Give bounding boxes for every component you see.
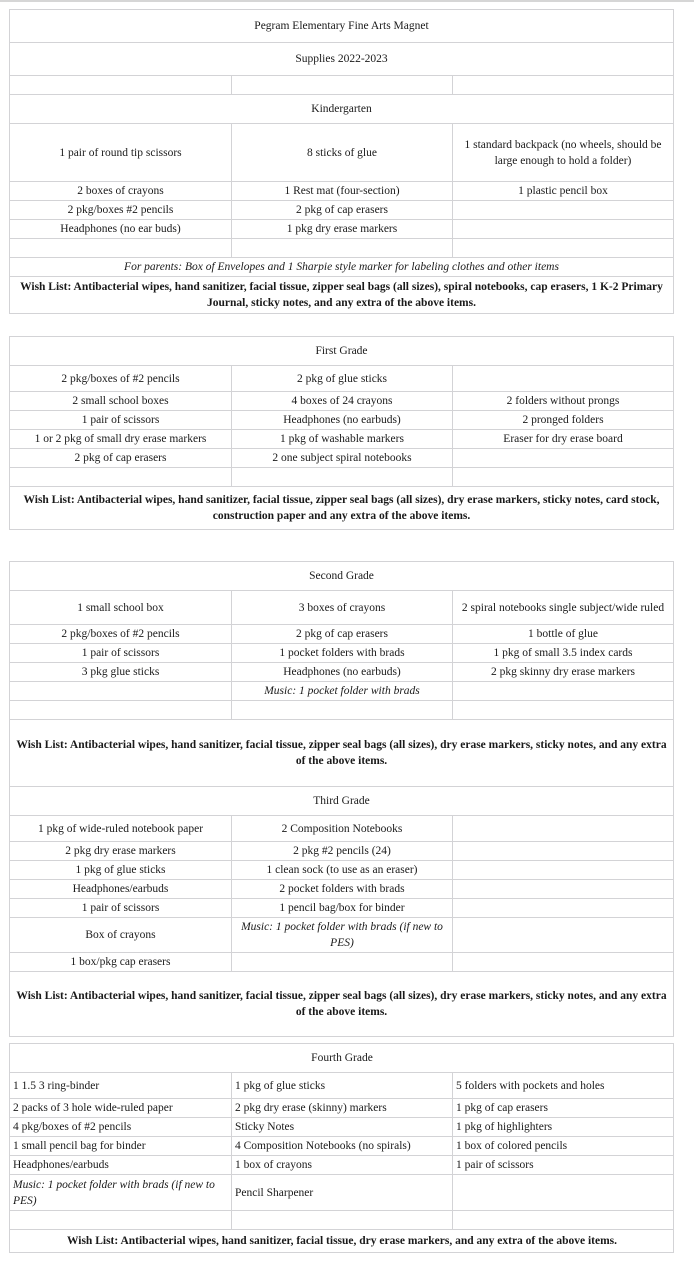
blank-cell xyxy=(232,701,453,720)
wish-list-first-grade: Wish List: Antibacterial wipes, hand sanitizer, facial tissue, zipper seal bags (all sizes), dry erase markers, sticky notes, card stock, construction paper and any extra of the above items. xyxy=(10,487,674,530)
supply-item: 1 pocket folders with brads xyxy=(232,644,453,663)
supply-item xyxy=(453,366,674,392)
blank-cell xyxy=(453,76,674,95)
supply-item xyxy=(453,816,674,842)
supply-item: 2 pkg of glue sticks xyxy=(232,366,453,392)
supply-item: 1 box/pkg cap erasers xyxy=(10,953,232,972)
supply-item: 2 spiral notebooks single subject/wide ruled xyxy=(453,591,674,625)
supply-item: 2 pkg/boxes of #2 pencils xyxy=(10,625,232,644)
grade-heading-kindergarten: Kindergarten xyxy=(10,95,674,124)
wish-list-third-grade: Wish List: Antibacterial wipes, hand sanitizer, facial tissue, zipper seal bags (all sizes), dry erase markers, sticky notes, and any extra of the above items. xyxy=(10,972,674,1037)
supply-item: 4 boxes of 24 crayons xyxy=(232,392,453,411)
supply-item: 1 pair of scissors xyxy=(10,644,232,663)
grade-heading-third: Third Grade xyxy=(10,787,674,816)
supply-item: 1 pencil bag/box for binder xyxy=(232,899,453,918)
supply-item: 1 standard backpack (no wheels, should be large enough to hold a folder) xyxy=(453,124,674,182)
grade-heading-first: First Grade xyxy=(10,337,674,366)
supply-item: 1 pkg of small 3.5 index cards xyxy=(453,644,674,663)
parents-note: For parents: Box of Envelopes and 1 Sharpie style marker for labeling clothes and other items xyxy=(10,258,674,277)
blank-cell xyxy=(453,239,674,258)
supply-item: Headphones/earbuds xyxy=(10,1156,232,1175)
supply-item: 2 pkg of cap erasers xyxy=(10,449,232,468)
supply-item: 1 small pencil bag for binder xyxy=(10,1137,232,1156)
supply-item: 1 plastic pencil box xyxy=(453,182,674,201)
supply-item xyxy=(453,682,674,701)
supply-item xyxy=(453,449,674,468)
supply-item: 3 pkg glue sticks xyxy=(10,663,232,682)
supply-item: 2 boxes of crayons xyxy=(10,182,232,201)
supply-item xyxy=(453,880,674,899)
document-subtitle: Supplies 2022-2023 xyxy=(10,43,674,76)
supply-item: 1 pkg of highlighters xyxy=(453,1118,674,1137)
supply-item: 2 pkg skinny dry erase markers xyxy=(453,663,674,682)
supply-item: 2 pkg of cap erasers xyxy=(232,625,453,644)
music-supply-item: Music: 1 pocket folder with brads xyxy=(232,682,453,701)
blank-cell xyxy=(10,1211,232,1230)
supply-item xyxy=(453,1175,674,1211)
supply-item: 2 packs of 3 hole wide-ruled paper xyxy=(10,1099,232,1118)
supply-item: 1 box of crayons xyxy=(232,1156,453,1175)
supply-item: 5 folders with pockets and holes xyxy=(453,1073,674,1099)
supply-item: 2 pkg of cap erasers xyxy=(232,201,453,220)
supply-item: Pencil Sharpener xyxy=(232,1175,453,1211)
supply-item: 1 1.5 3 ring-binder xyxy=(10,1073,232,1099)
grade-heading-fourth: Fourth Grade xyxy=(10,1044,674,1073)
supply-item xyxy=(453,220,674,239)
supply-item: 2 pronged folders xyxy=(453,411,674,430)
supply-item: 1 pkg of washable markers xyxy=(232,430,453,449)
supply-item: 2 small school boxes xyxy=(10,392,232,411)
supply-item: 8 sticks of glue xyxy=(232,124,453,182)
supply-item: 1 Rest mat (four-section) xyxy=(232,182,453,201)
supply-item xyxy=(232,953,453,972)
blank-cell xyxy=(10,468,232,487)
supply-item: 1 pkg of glue sticks xyxy=(10,861,232,880)
supply-item: Headphones/earbuds xyxy=(10,880,232,899)
supply-item: Sticky Notes xyxy=(232,1118,453,1137)
supply-item xyxy=(453,899,674,918)
blank-cell xyxy=(453,1211,674,1230)
blank-cell xyxy=(453,468,674,487)
blank-cell xyxy=(10,239,232,258)
supply-item: 2 pkg/boxes of #2 pencils xyxy=(10,366,232,392)
supply-item xyxy=(453,201,674,220)
supply-item: 1 or 2 pkg of small dry erase markers xyxy=(10,430,232,449)
blank-cell xyxy=(10,701,232,720)
document-title: Pegram Elementary Fine Arts Magnet xyxy=(10,10,674,43)
first-grade-table xyxy=(9,336,674,530)
supply-item: Box of crayons xyxy=(10,918,232,953)
grade-heading-second: Second Grade xyxy=(10,562,674,591)
supply-item: 1 pair of scissors xyxy=(453,1156,674,1175)
supply-item: 2 pkg #2 pencils (24) xyxy=(232,842,453,861)
supply-item: 1 pkg dry erase markers xyxy=(232,220,453,239)
second-third-grade-table xyxy=(9,561,674,1037)
blank-cell xyxy=(232,239,453,258)
supply-item: 1 pkg of cap erasers xyxy=(453,1099,674,1118)
music-supply-item: Music: 1 pocket folder with brads (if new to PES) xyxy=(10,1175,232,1211)
blank-cell xyxy=(453,701,674,720)
supply-item: 2 pkg dry erase markers xyxy=(10,842,232,861)
supply-item: 1 bottle of glue xyxy=(453,625,674,644)
fourth-grade-table xyxy=(9,1043,674,1253)
kindergarten-table xyxy=(9,9,674,314)
supply-item: 1 pair of scissors xyxy=(10,411,232,430)
supply-item: 3 boxes of crayons xyxy=(232,591,453,625)
supply-item: 2 folders without prongs xyxy=(453,392,674,411)
supply-item: 2 one subject spiral notebooks xyxy=(232,449,453,468)
blank-cell xyxy=(232,468,453,487)
supply-item: 1 pkg of glue sticks xyxy=(232,1073,453,1099)
wish-list-kindergarten: Wish List: Antibacterial wipes, hand sanitizer, facial tissue, zipper seal bags (all sizes), spiral notebooks, cap erasers, 1 K-2 Primary Journal, sticky notes, and any extra of the above items. xyxy=(10,277,674,314)
blank-cell xyxy=(232,1211,453,1230)
supply-item xyxy=(453,861,674,880)
supply-item: 2 pkg dry erase (skinny) markers xyxy=(232,1099,453,1118)
supply-item: Headphones (no earbuds) xyxy=(232,663,453,682)
supply-item xyxy=(453,953,674,972)
supply-item: Headphones (no ear buds) xyxy=(10,220,232,239)
supply-item: 2 pocket folders with brads xyxy=(232,880,453,899)
supply-item: Headphones (no earbuds) xyxy=(232,411,453,430)
supply-item xyxy=(453,842,674,861)
supply-item: 1 box of colored pencils xyxy=(453,1137,674,1156)
supply-item: 1 pkg of wide-ruled notebook paper xyxy=(10,816,232,842)
supply-item: Eraser for dry erase board xyxy=(453,430,674,449)
supply-item: 1 pair of scissors xyxy=(10,899,232,918)
wish-list-second-grade: Wish List: Antibacterial wipes, hand sanitizer, facial tissue, zipper seal bags (all sizes), dry erase markers, sticky notes, and any extra of the above items. xyxy=(10,720,674,787)
top-divider xyxy=(0,0,694,2)
wish-list-fourth-grade: Wish List: Antibacterial wipes, hand sanitizer, facial tissue, dry erase markers, and any extra of the above items. xyxy=(10,1230,674,1253)
supply-item xyxy=(10,682,232,701)
supply-item: 2 Composition Notebooks xyxy=(232,816,453,842)
supply-item xyxy=(453,918,674,953)
supply-item: 1 pair of round tip scissors xyxy=(10,124,232,182)
blank-cell xyxy=(232,76,453,95)
supply-item: 1 small school box xyxy=(10,591,232,625)
music-supply-item: Music: 1 pocket folder with brads (if new to PES) xyxy=(232,918,453,953)
supply-item: 4 Composition Notebooks (no spirals) xyxy=(232,1137,453,1156)
supply-item: 4 pkg/boxes of #2 pencils xyxy=(10,1118,232,1137)
blank-cell xyxy=(10,76,232,95)
supply-item: 1 clean sock (to use as an eraser) xyxy=(232,861,453,880)
supply-item: 2 pkg/boxes #2 pencils xyxy=(10,201,232,220)
